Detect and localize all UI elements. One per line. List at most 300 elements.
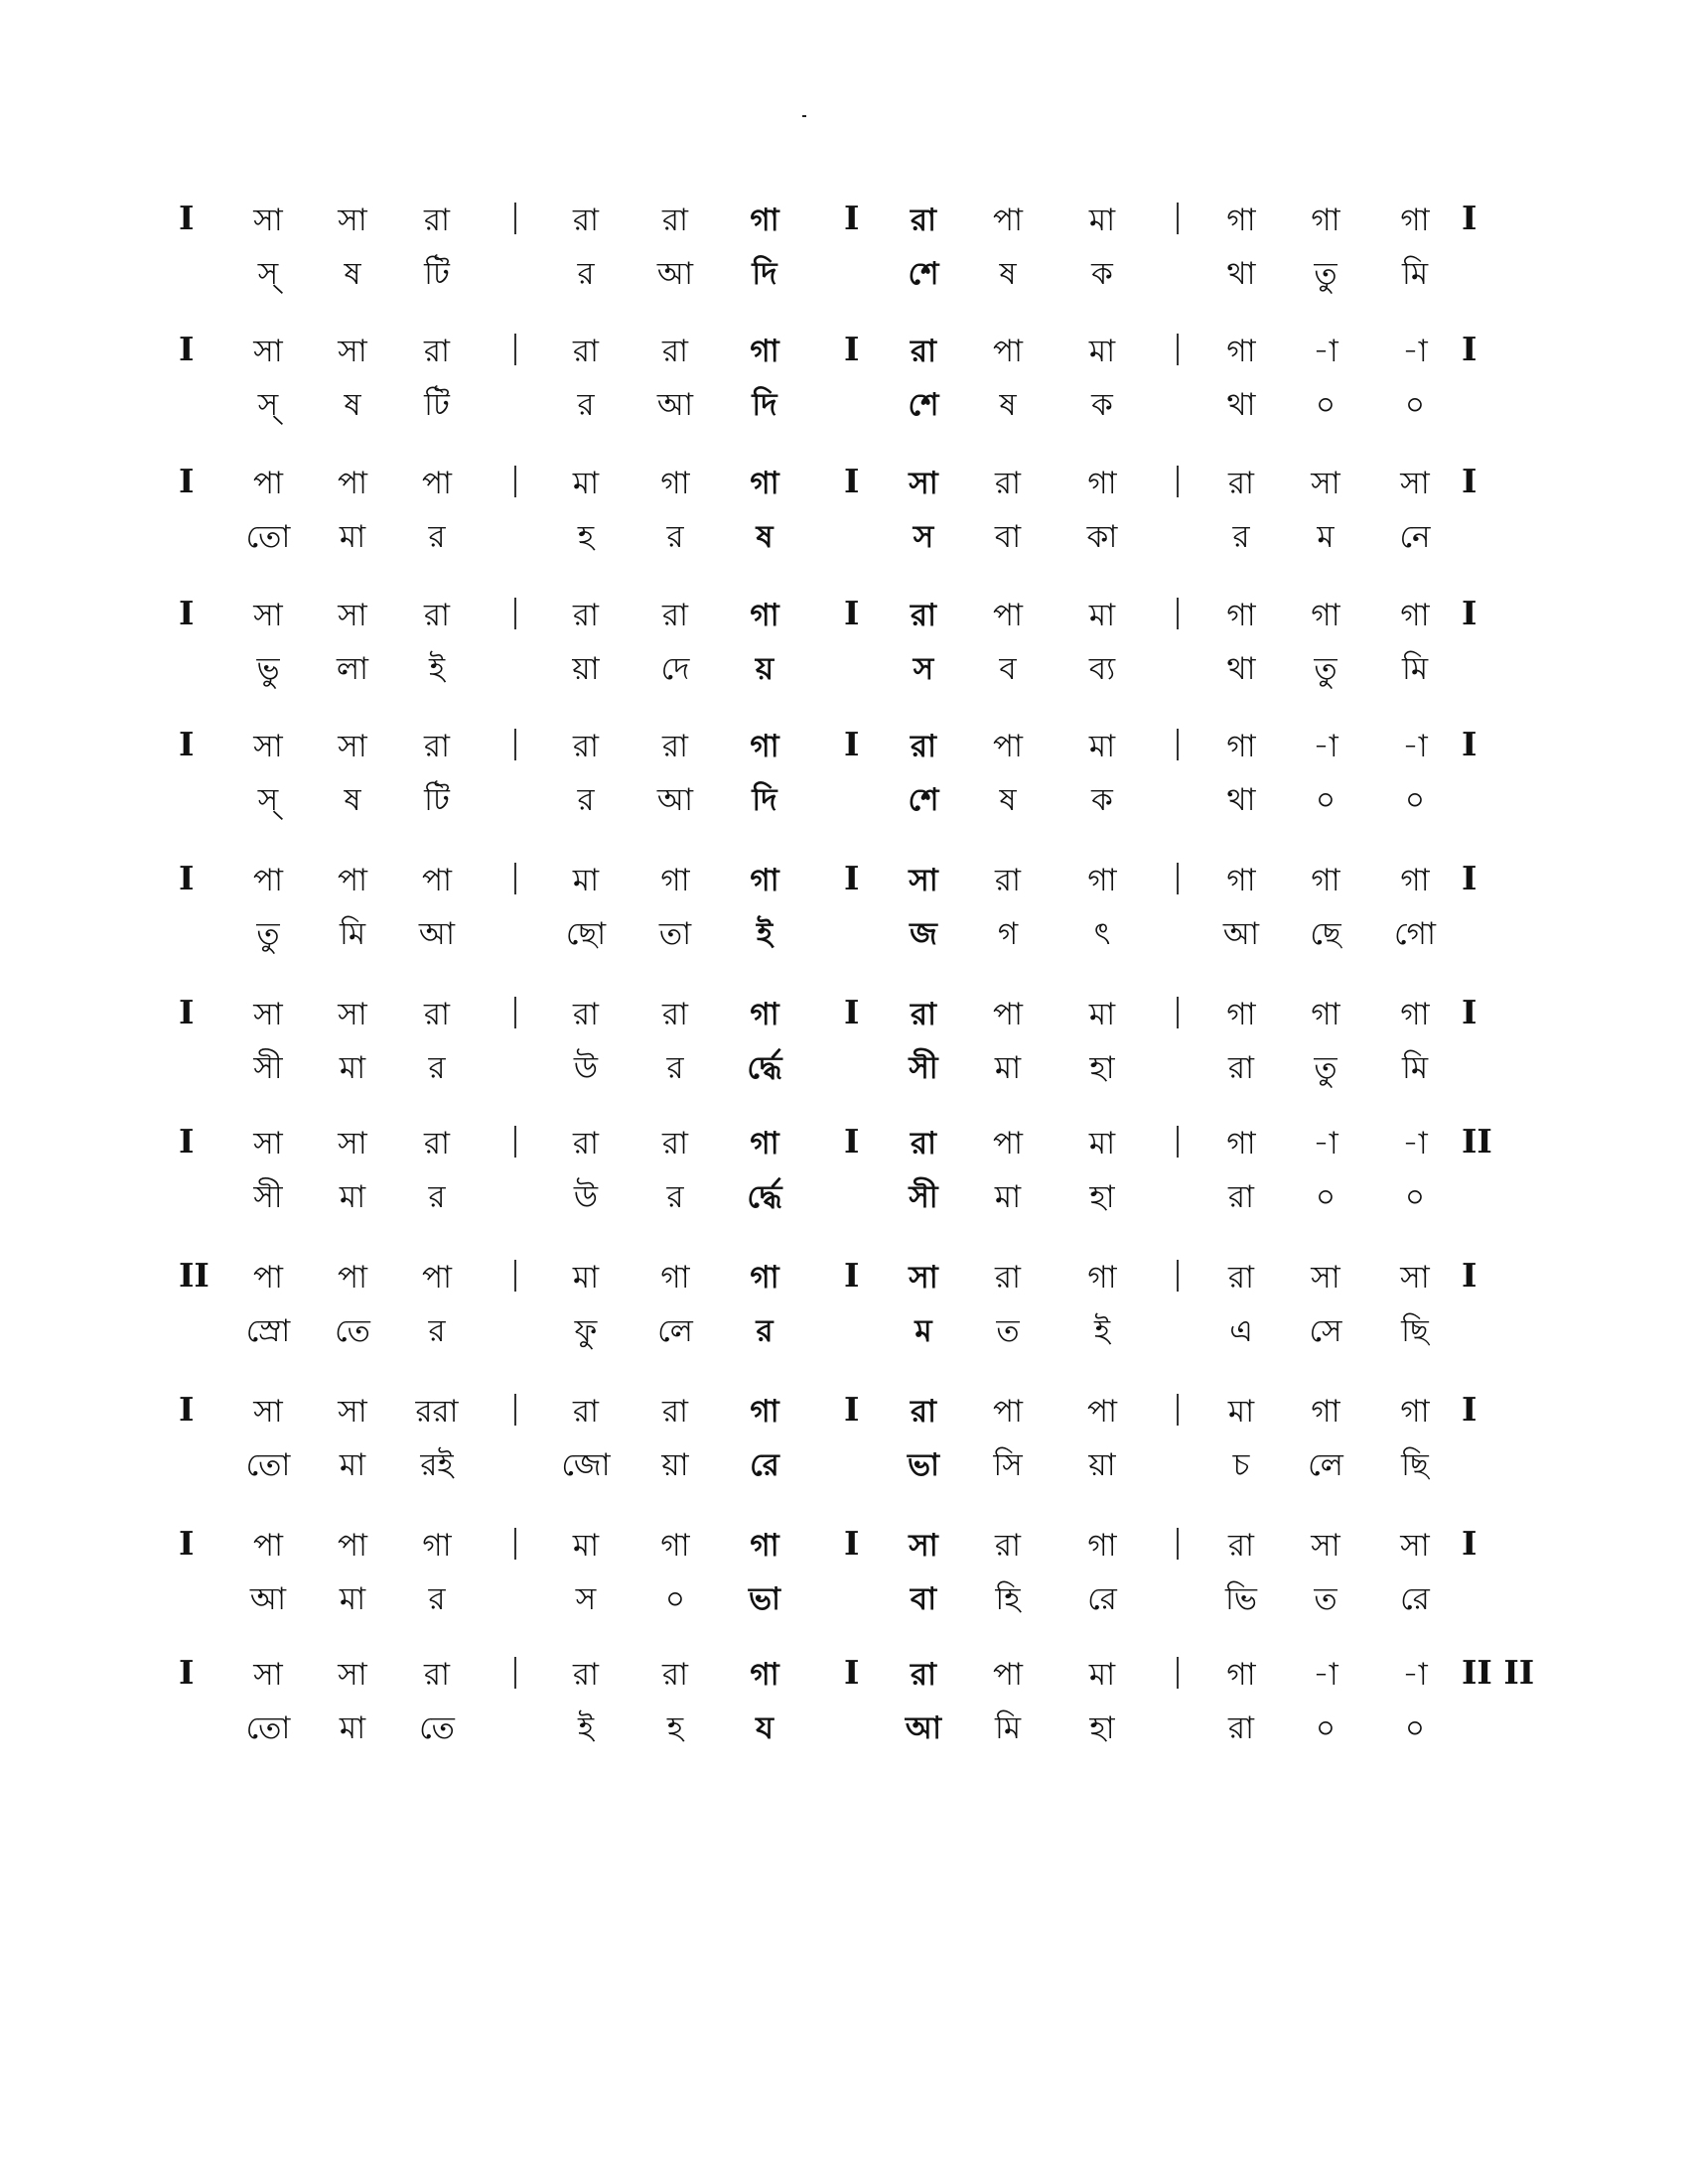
lyric-syllable: গ <box>997 916 1019 952</box>
swara-note: সা <box>1311 1260 1340 1296</box>
swara-note: রা <box>423 334 451 369</box>
lyric-syllable: র <box>577 387 595 423</box>
lyric-syllable: দি <box>752 782 777 818</box>
lyric-syllable: ম <box>1317 519 1335 555</box>
swara-note: গা <box>1087 1260 1117 1296</box>
start-bar-mark: I <box>179 594 195 632</box>
end-bar-mark: I <box>1462 1524 1477 1563</box>
lyric-syllable: তে <box>419 1710 455 1746</box>
swara-note: গা <box>750 729 779 764</box>
swara-note: মা <box>572 1260 600 1296</box>
swara-note: গা <box>1087 863 1117 898</box>
bar-separator <box>514 466 516 497</box>
vibhag-mark: I <box>844 1122 860 1160</box>
lyric-syllable: মা <box>339 1710 366 1746</box>
swara-note: সা <box>253 598 283 633</box>
lyric-syllable: ই <box>577 1710 595 1746</box>
swara-note: রা <box>423 997 451 1032</box>
swara-note: গা <box>1226 729 1256 764</box>
swara-note: গা <box>1226 997 1256 1032</box>
swara-note: রা <box>572 1394 600 1430</box>
swara-note: রা <box>572 334 600 369</box>
lyric-syllable: লে <box>1308 1447 1343 1483</box>
swara-note: রা <box>910 1126 937 1161</box>
swara-note: সা <box>253 1126 283 1161</box>
swara-note: রা <box>423 203 451 238</box>
swara-note: পা <box>992 203 1024 238</box>
swara-note: পা <box>337 1260 368 1296</box>
lyric-syllable: টি <box>424 782 450 818</box>
swara-note: রা <box>910 729 937 764</box>
lyric-syllable: র <box>428 1179 446 1215</box>
lyric-syllable: স্ <box>257 782 279 818</box>
swara-note: রা <box>661 1657 689 1693</box>
vibhag-mark: I <box>844 330 860 368</box>
swara-note: পা <box>252 466 284 501</box>
lyric-syllable: ছি <box>1401 1447 1429 1483</box>
swara-note: -া <box>1402 334 1428 369</box>
notation-line <box>0 725 1688 834</box>
swara-note: গা <box>1226 1126 1256 1161</box>
swara-note: সা <box>1400 1260 1430 1296</box>
lyric-syllable: হা <box>1089 1179 1115 1215</box>
swara-note: গা <box>750 466 779 501</box>
swara-note: পা <box>992 1657 1024 1693</box>
lyric-syllable: থা <box>1226 782 1256 818</box>
lyric-syllable: ছো <box>565 916 607 952</box>
start-bar-mark: I <box>179 462 195 500</box>
swara-note: পা <box>992 1126 1024 1161</box>
lyric-syllable: থা <box>1226 256 1256 292</box>
lyric-syllable: দি <box>752 387 777 423</box>
swara-note: গা <box>1226 863 1256 898</box>
end-bar-mark: I <box>1462 1390 1477 1429</box>
lyric-syllable: সী <box>909 1179 938 1215</box>
lyric-syllable: কা <box>1086 519 1118 555</box>
swara-note: মা <box>1088 729 1116 764</box>
lyric-syllable: ষ <box>756 519 774 555</box>
swara-note: রা <box>1227 466 1255 501</box>
lyric-syllable: র <box>756 1313 774 1349</box>
start-bar-mark: I <box>179 1122 195 1160</box>
lyric-syllable: ০ <box>1315 1710 1336 1746</box>
swara-note: ররা <box>415 1394 459 1430</box>
swara-note: গা <box>422 1528 452 1564</box>
start-bar-mark: II <box>179 1256 210 1295</box>
lyric-syllable: ব্য <box>1088 651 1116 687</box>
lyric-syllable: র <box>666 1179 684 1215</box>
swara-note: -া <box>1402 1126 1428 1161</box>
swara-note: গা <box>1226 598 1256 633</box>
swara-note: সা <box>253 729 283 764</box>
bar-separator <box>514 1126 516 1158</box>
swara-note: রা <box>661 997 689 1032</box>
lyric-syllable: সি <box>993 1447 1023 1483</box>
lyric-syllable: ফু <box>574 1313 598 1349</box>
swara-note: পা <box>992 997 1024 1032</box>
lyric-syllable: বা <box>910 1581 937 1617</box>
start-bar-mark: I <box>179 725 195 763</box>
swara-note: মা <box>1088 1657 1116 1693</box>
bar-separator <box>1177 997 1179 1028</box>
lyric-syllable: শে <box>908 782 939 818</box>
lyric-syllable: ষ <box>999 387 1017 423</box>
lyric-syllable: মি <box>1401 1050 1429 1086</box>
lyric-syllable: ভু <box>256 651 280 687</box>
swara-note: মা <box>572 466 600 501</box>
swara-note: গা <box>1400 1394 1430 1430</box>
lyric-syllable: উ <box>573 1179 599 1215</box>
swara-note: গা <box>1400 598 1430 633</box>
notation-line <box>0 1122 1688 1231</box>
swara-note: পা <box>421 466 453 501</box>
lyric-syllable: ত <box>996 1313 1020 1349</box>
lyric-syllable: বা <box>994 519 1022 555</box>
vibhag-mark: I <box>844 1653 860 1692</box>
swara-note: সা <box>338 203 367 238</box>
lyric-syllable: জ <box>910 916 937 952</box>
swara-note: গা <box>1311 203 1340 238</box>
swara-note: গা <box>660 1260 690 1296</box>
lyric-syllable: সী <box>253 1179 283 1215</box>
bar-separator <box>514 1394 516 1426</box>
lyric-syllable: ছে <box>1310 916 1341 952</box>
lyric-syllable: আ <box>905 1710 942 1746</box>
lyric-syllable: আ <box>1222 916 1260 952</box>
lyric-syllable: ভি <box>1225 1581 1257 1617</box>
swara-note: পা <box>421 1260 453 1296</box>
swara-note: গা <box>750 1528 779 1564</box>
swara-note: পা <box>252 1260 284 1296</box>
swara-note: রা <box>994 1260 1022 1296</box>
swara-note: রা <box>661 203 689 238</box>
swara-note: রা <box>423 1126 451 1161</box>
swara-note: সা <box>338 598 367 633</box>
lyric-syllable: ভা <box>907 1447 940 1483</box>
vibhag-mark: I <box>844 1390 860 1429</box>
lyric-syllable: আ <box>418 916 456 952</box>
bar-separator <box>1177 1528 1179 1560</box>
end-bar-mark: I <box>1462 199 1477 237</box>
lyric-syllable: থা <box>1226 651 1256 687</box>
swara-note: গা <box>1087 466 1117 501</box>
swara-note: রা <box>572 598 600 633</box>
lyric-syllable: রই <box>420 1447 454 1483</box>
lyric-syllable: তো <box>245 1447 291 1483</box>
lyric-syllable: তু <box>1314 256 1337 292</box>
swara-note: রা <box>910 334 937 369</box>
swara-note: গা <box>750 1657 779 1693</box>
swara-note: রা <box>910 1657 937 1693</box>
end-bar-mark: I <box>1462 859 1477 897</box>
lyric-syllable: দি <box>752 256 777 292</box>
swara-note: মা <box>1088 598 1116 633</box>
lyric-syllable: স <box>913 651 934 687</box>
lyric-syllable: তু <box>1314 651 1337 687</box>
swara-note: সা <box>1311 1528 1340 1564</box>
lyric-syllable: ই <box>1093 1313 1111 1349</box>
swara-note: সা <box>1311 466 1340 501</box>
swara-note: গা <box>750 1394 779 1430</box>
vibhag-mark: I <box>844 993 860 1031</box>
swara-note: গা <box>660 863 690 898</box>
vibhag-mark: I <box>844 859 860 897</box>
start-bar-mark: I <box>179 199 195 237</box>
swara-note: গা <box>1311 997 1340 1032</box>
swara-note: রা <box>423 1657 451 1693</box>
lyric-syllable: হ <box>666 1710 684 1746</box>
swara-note: রা <box>423 598 451 633</box>
swara-note: পা <box>992 1394 1024 1430</box>
swara-note: -া <box>1313 729 1338 764</box>
lyric-syllable: তা <box>658 916 692 952</box>
bar-separator <box>1177 598 1179 629</box>
swara-note: সা <box>909 863 938 898</box>
bar-separator <box>514 203 516 234</box>
lyric-syllable: সী <box>253 1050 283 1086</box>
lyric-syllable: হ <box>577 519 595 555</box>
swara-note: -া <box>1313 1657 1338 1693</box>
notation-line <box>0 199 1688 308</box>
swara-note: পা <box>337 863 368 898</box>
swara-note: গা <box>1311 598 1340 633</box>
end-bar-mark: II II <box>1462 1653 1535 1692</box>
lyric-syllable: মা <box>339 519 366 555</box>
swara-note: গা <box>1311 1394 1340 1430</box>
lyric-syllable: ষ <box>344 256 361 292</box>
lyric-syllable: শে <box>908 256 939 292</box>
swara-note: গা <box>1400 997 1430 1032</box>
lyric-syllable: থা <box>1226 387 1256 423</box>
swara-note: গা <box>750 1126 779 1161</box>
swara-note: রা <box>910 203 937 238</box>
swara-note: সা <box>1400 1528 1430 1564</box>
lyric-syllable: ০ <box>1404 782 1426 818</box>
swara-note: পা <box>337 1528 368 1564</box>
bar-separator <box>514 729 516 760</box>
lyric-syllable: এ <box>1229 1313 1253 1349</box>
lyric-syllable: টি <box>424 256 450 292</box>
lyric-syllable: রা <box>1227 1050 1255 1086</box>
swara-note: গা <box>750 997 779 1032</box>
notation-line <box>0 859 1688 968</box>
lyric-syllable: র <box>428 519 446 555</box>
swara-note: রা <box>994 1528 1022 1564</box>
swara-note: রা <box>572 203 600 238</box>
swara-note: গা <box>750 863 779 898</box>
swara-note: মা <box>572 863 600 898</box>
bar-separator <box>1177 203 1179 234</box>
lyric-syllable: রে <box>1400 1581 1430 1617</box>
start-bar-mark: I <box>179 993 195 1031</box>
lyric-syllable: নে <box>1399 519 1431 555</box>
end-bar-mark: I <box>1462 330 1477 368</box>
end-bar-mark: I <box>1462 462 1477 500</box>
lyric-syllable: মা <box>339 1179 366 1215</box>
swara-note: সা <box>338 997 367 1032</box>
start-bar-mark: I <box>179 1653 195 1692</box>
swara-note: রা <box>572 1126 600 1161</box>
swara-note: রা <box>572 729 600 764</box>
lyric-syllable: ৎ <box>1093 916 1111 952</box>
lyric-syllable: মি <box>1401 651 1429 687</box>
lyric-syllable: তু <box>1314 1050 1337 1086</box>
swara-note: পা <box>337 466 368 501</box>
swara-note: গা <box>1226 203 1256 238</box>
lyric-syllable: র <box>428 1313 446 1349</box>
end-bar-mark: II <box>1462 1122 1492 1160</box>
lyric-syllable: ০ <box>1315 387 1336 423</box>
bar-separator <box>1177 1394 1179 1426</box>
swara-note: রা <box>910 598 937 633</box>
lyric-syllable: রা <box>1227 1179 1255 1215</box>
swara-note: রা <box>423 729 451 764</box>
lyric-syllable: ব <box>999 651 1017 687</box>
swara-note: সা <box>338 1657 367 1693</box>
swara-note: পা <box>992 729 1024 764</box>
swara-note: রা <box>994 466 1022 501</box>
swara-note: মা <box>1088 997 1116 1032</box>
lyric-syllable: দে <box>660 651 690 687</box>
notation-line <box>0 462 1688 571</box>
swara-note: মা <box>1088 203 1116 238</box>
swara-note: -া <box>1313 334 1338 369</box>
swara-note: রা <box>572 997 600 1032</box>
lyric-syllable: র <box>666 1050 684 1086</box>
swara-note: পা <box>992 598 1024 633</box>
swara-note: রা <box>1227 1528 1255 1564</box>
lyric-syllable: র <box>577 256 595 292</box>
lyric-syllable: আ <box>249 1581 287 1617</box>
lyric-syllable: ছি <box>1401 1313 1429 1349</box>
lyric-syllable: হি <box>995 1581 1021 1617</box>
vibhag-mark: I <box>844 594 860 632</box>
lyric-syllable: রে <box>750 1447 779 1483</box>
swara-note: সা <box>909 1528 938 1564</box>
notation-line <box>0 1524 1688 1633</box>
swara-note: মা <box>1088 1126 1116 1161</box>
lyric-syllable: মি <box>1401 256 1429 292</box>
lyric-syllable: স <box>913 519 934 555</box>
vibhag-mark: I <box>844 462 860 500</box>
lyric-syllable: র্দ্ধে <box>747 1179 782 1215</box>
lyric-syllable: স্ <box>257 256 279 292</box>
swara-note: সা <box>253 334 283 369</box>
notation-line <box>0 1653 1688 1762</box>
swara-note: রা <box>661 1126 689 1161</box>
lyric-syllable: ই <box>428 651 446 687</box>
lyric-syllable: তো <box>245 519 291 555</box>
vibhag-mark: I <box>844 199 860 237</box>
swara-note: সা <box>338 1126 367 1161</box>
swara-note: গা <box>1400 203 1430 238</box>
lyric-syllable: রা <box>1227 1710 1255 1746</box>
notation-line <box>0 330 1688 439</box>
swara-note: গা <box>1311 863 1340 898</box>
lyric-syllable: ষ <box>344 782 361 818</box>
swara-note: সা <box>253 997 283 1032</box>
swara-note: রা <box>661 1394 689 1430</box>
lyric-syllable: হা <box>1089 1710 1115 1746</box>
lyric-syllable: ০ <box>1404 1710 1426 1746</box>
lyric-syllable: র <box>577 782 595 818</box>
swara-note: রা <box>994 863 1022 898</box>
lyric-syllable: ০ <box>664 1581 686 1617</box>
lyric-syllable: য়া <box>661 1447 689 1483</box>
bar-separator <box>514 997 516 1028</box>
bar-separator <box>1177 1126 1179 1158</box>
notation-line <box>0 1390 1688 1499</box>
lyric-syllable: ই <box>756 916 774 952</box>
start-bar-mark: I <box>179 859 195 897</box>
swara-note: রা <box>661 729 689 764</box>
bar-separator <box>514 1528 516 1560</box>
lyric-syllable: লা <box>336 651 369 687</box>
lyric-syllable: স্রো <box>245 1313 291 1349</box>
swara-note: গা <box>1226 1657 1256 1693</box>
swara-note: পা <box>252 1528 284 1564</box>
lyric-syllable: ত <box>1314 1581 1337 1617</box>
swara-note: সা <box>909 466 938 501</box>
lyric-syllable: ০ <box>1404 387 1426 423</box>
lyric-syllable: মা <box>339 1581 366 1617</box>
end-bar-mark: I <box>1462 594 1477 632</box>
swara-note: রা <box>661 598 689 633</box>
lyric-syllable: য <box>756 1710 774 1746</box>
lyric-syllable: ষ <box>999 256 1017 292</box>
bar-separator <box>1177 1657 1179 1689</box>
bar-separator <box>514 598 516 629</box>
bar-separator <box>514 334 516 365</box>
lyric-syllable: ক <box>1091 782 1113 818</box>
lyric-syllable: র <box>666 519 684 555</box>
swara-note: রা <box>910 997 937 1032</box>
swara-note: পা <box>252 863 284 898</box>
lyric-syllable: ষ <box>344 387 361 423</box>
lyric-syllable: আ <box>656 387 694 423</box>
vibhag-mark: I <box>844 1524 860 1563</box>
swara-note: পা <box>992 334 1024 369</box>
lyric-syllable: হা <box>1089 1050 1115 1086</box>
lyric-syllable: লে <box>657 1313 693 1349</box>
lyric-syllable: আ <box>656 782 694 818</box>
start-bar-mark: I <box>179 1524 195 1563</box>
bar-separator <box>514 863 516 894</box>
lyric-syllable: সী <box>909 1050 938 1086</box>
swara-note: গা <box>750 334 779 369</box>
swara-note: মা <box>1088 334 1116 369</box>
swara-note: গা <box>660 1528 690 1564</box>
swara-note: সা <box>338 334 367 369</box>
lyric-syllable: চ <box>1232 1447 1250 1483</box>
bar-separator <box>1177 863 1179 894</box>
end-bar-mark: I <box>1462 993 1477 1031</box>
lyric-syllable: তে <box>335 1313 370 1349</box>
lyric-syllable: ষ <box>999 782 1017 818</box>
bar-separator <box>1177 729 1179 760</box>
lyric-syllable: স্ <box>257 387 279 423</box>
swara-note: -া <box>1402 729 1428 764</box>
swara-note: পা <box>421 863 453 898</box>
swara-note: সা <box>253 203 283 238</box>
swara-note: গা <box>1087 1528 1117 1564</box>
swara-note: গা <box>1226 334 1256 369</box>
lyric-syllable: য় <box>755 651 774 687</box>
end-bar-mark: I <box>1462 725 1477 763</box>
swara-note: গা <box>1400 863 1430 898</box>
swara-note: গা <box>660 466 690 501</box>
swara-note: রা <box>661 334 689 369</box>
